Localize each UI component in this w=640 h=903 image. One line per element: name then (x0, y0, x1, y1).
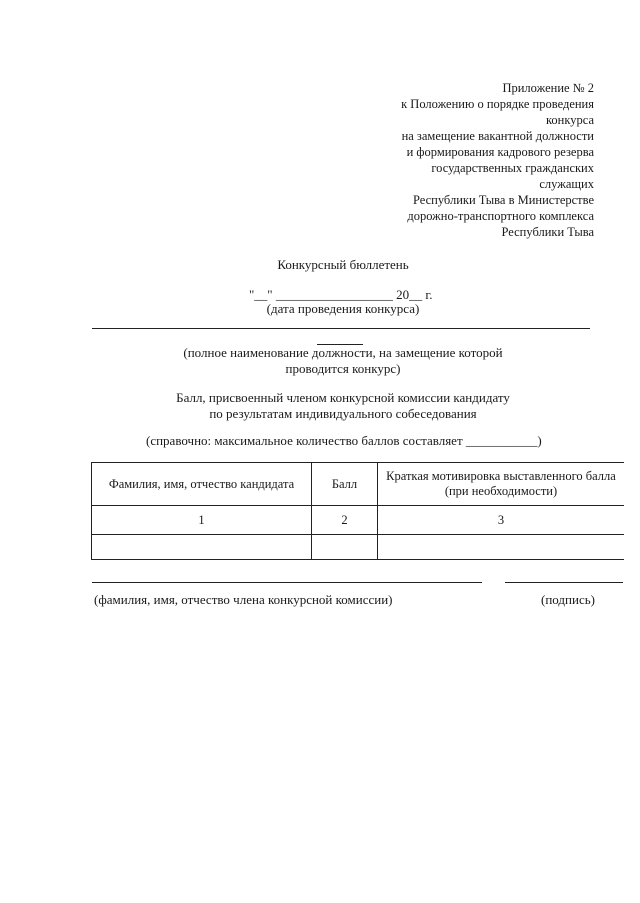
appendix-line: Приложение № 2 (502, 81, 594, 95)
table-cell (312, 535, 378, 560)
table-row (92, 506, 625, 535)
date-caption: (дата проведения конкурса) (266, 301, 420, 316)
appendix-line: к Положению о порядке проведения (401, 97, 594, 111)
score-table (91, 462, 624, 560)
score-caption-line: Балл, присвоенный членом конкурсной комиссии кандидату (176, 390, 510, 405)
max-score-note: (справочно: максимальное количество баллов составляет ___________) (146, 433, 542, 448)
signature-line (505, 582, 623, 583)
appendix-line: государственных гражданских (431, 161, 594, 175)
signature-name-caption: (фамилия, имя, отчество члена конкурсной комиссии) (94, 592, 393, 607)
column-number: 2 (312, 506, 378, 535)
header-motivation: Краткая мотивировка выставленного балла (при необходимости) (378, 463, 625, 506)
position-fill-line (92, 328, 590, 329)
table-header-row (92, 463, 625, 506)
column-number: 1 (92, 506, 312, 535)
table-cell (92, 535, 312, 560)
appendix-header (401, 80, 594, 240)
table-cell (378, 535, 625, 560)
appendix-line: конкурса (545, 113, 594, 127)
appendix-line: и формирования кадрового резерва (406, 145, 594, 159)
document-title: Конкурсный бюллетень (277, 257, 409, 272)
column-number: 3 (378, 506, 625, 535)
appendix-line: Республики Тыва в Министерстве (412, 193, 594, 207)
score-caption-line: по результатам индивидуального собеседования (209, 406, 477, 421)
appendix-line: на замещение вакантной должности (401, 129, 594, 143)
appendix-line: дорожно-транспортного комплекса (407, 209, 594, 223)
appendix-line: служащих (539, 177, 594, 191)
header-score: Балл (312, 463, 378, 506)
signature-caption: (подпись) (541, 592, 595, 607)
signature-name-line (92, 582, 482, 583)
position-caption (0, 345, 640, 377)
appendix-line: Республики Тыва (501, 225, 594, 239)
table-row (92, 535, 625, 560)
header-candidate-name: Фамилия, имя, отчество кандидата (92, 463, 312, 506)
date-field: "__" __________________ 20__ г. (249, 287, 433, 302)
position-caption-line: (полное наименование должности, на замещение которой (183, 345, 503, 360)
score-caption (0, 390, 640, 422)
position-caption-line: проводится конкурс) (285, 361, 401, 376)
